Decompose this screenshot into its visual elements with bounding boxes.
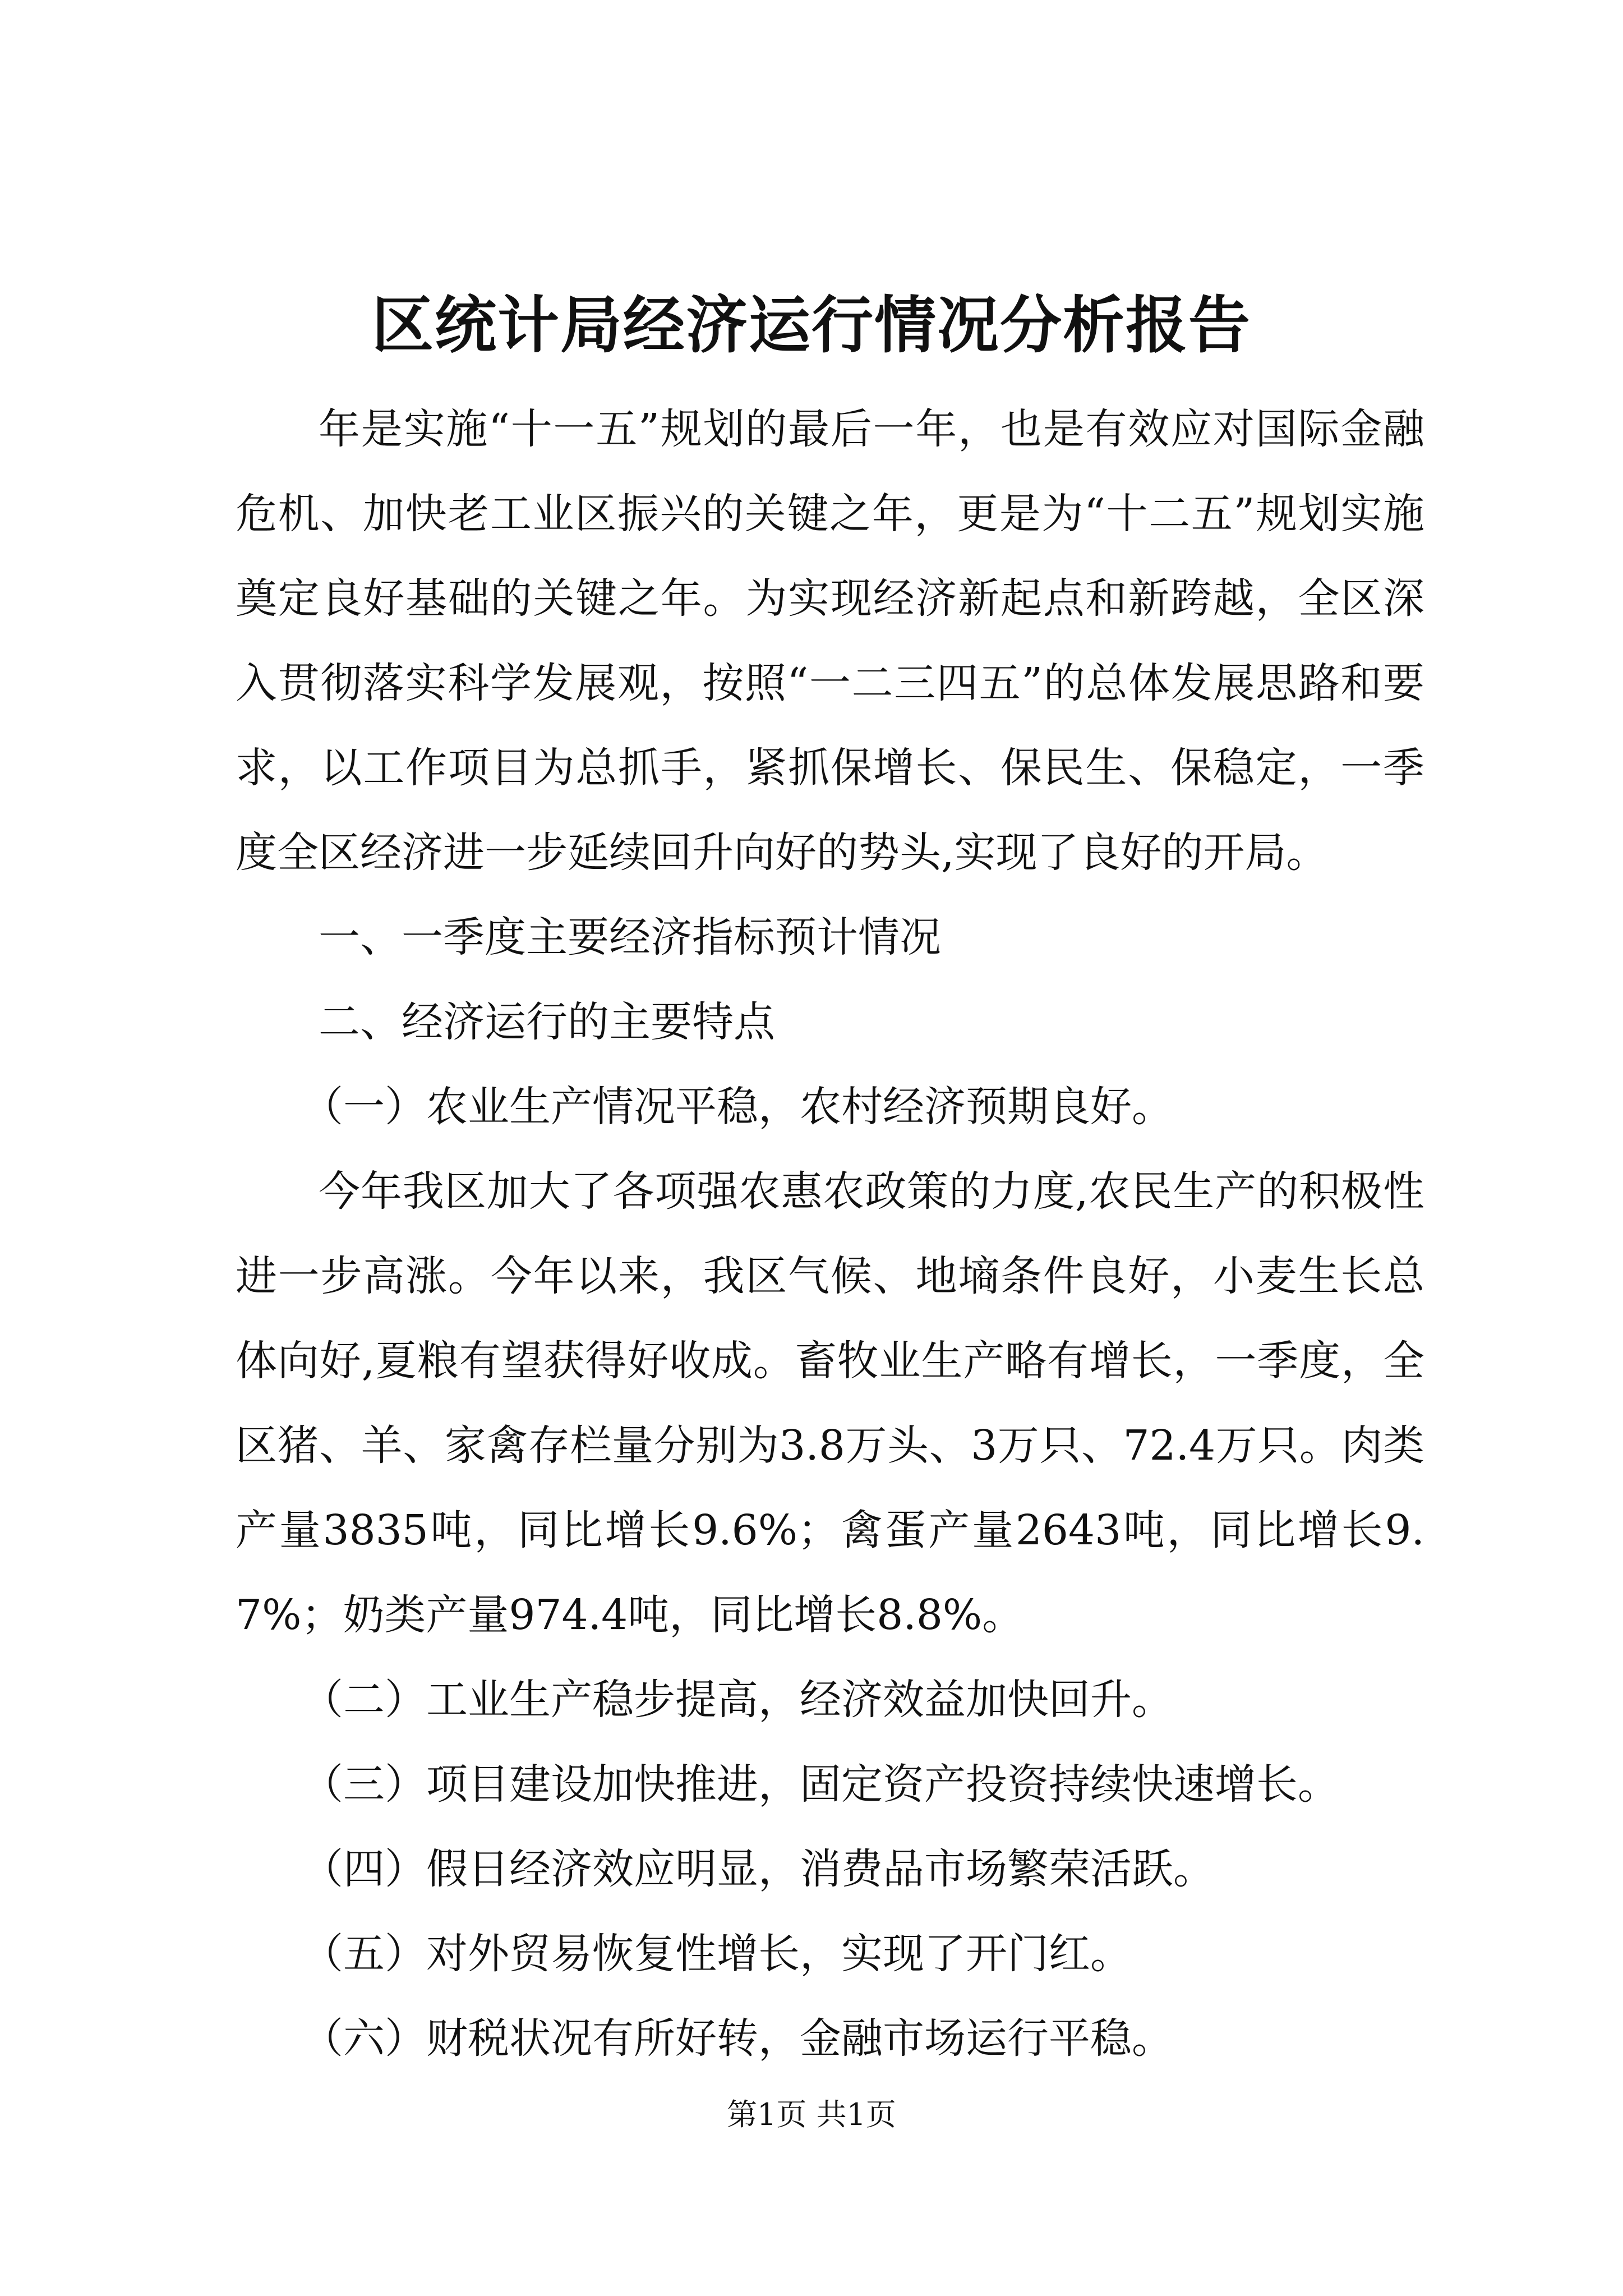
document-body xyxy=(236,387,1424,2081)
agriculture-paragraph: 今年我区加大了各项强农惠农政策的力度,农民生产的积极性进一步高涨。今年以来，我区气候、地墒条件良好，小麦生长总体向好,夏粮有望获得好收成。畜牧业生产略有增长，一季度，全区猪、羊、家禽存栏量分别为3.8万头、3万只、72.4万只。肉类产量3835吨，同比增长9.6%；禽蛋产量2643吨，同比增长9.7%；奶类产量974.4吨，同比增长8.8%。 xyxy=(236,1167,1424,1639)
intro-paragraph: 年是实施“十一五”规划的最后一年，也是有效应对国际金融危机、加快老工业区振兴的关键之年，更是为“十二五”规划实施奠定良好基础的关键之年。为实现经济新起点和新跨越，全区深入贯彻落实科学发展观，按照“一二三四五”的总体发展思路和要求，以工作项目为总抓手，紧抓保增长、保民生、保稳定，一季度全区经济进一步延续回升向好的势头,实现了良好的开局。 xyxy=(236,405,1424,877)
subheading-3: （三）项目建设加快推进，固定资产投资持续快速增长。 xyxy=(302,1760,1339,1809)
subheading-1: （一）农业生产情况平稳，农村经济预期良好。 xyxy=(302,1083,1173,1131)
subheading-6: （六）财税状况有所好转，金融市场运行平稳。 xyxy=(302,2014,1173,2063)
page-number-footer: 第1页 共1页 xyxy=(727,2097,896,2132)
subheading-2: （二）工业生产稳步提高，经济效益加快回升。 xyxy=(302,1676,1173,1724)
section-heading-2: 二、经济运行的主要特点 xyxy=(319,998,775,1046)
section-heading-1: 一、一季度主要经济指标预计情况 xyxy=(319,913,941,961)
subheading-4: （四）假日经济效应明显，消费品市场繁荣活跃。 xyxy=(302,1845,1215,1893)
subheading-5: （五）对外贸易恢复性增长，实现了开门红。 xyxy=(302,1930,1132,1978)
document-title: 区统计局经济运行情况分析报告 xyxy=(372,289,1251,361)
